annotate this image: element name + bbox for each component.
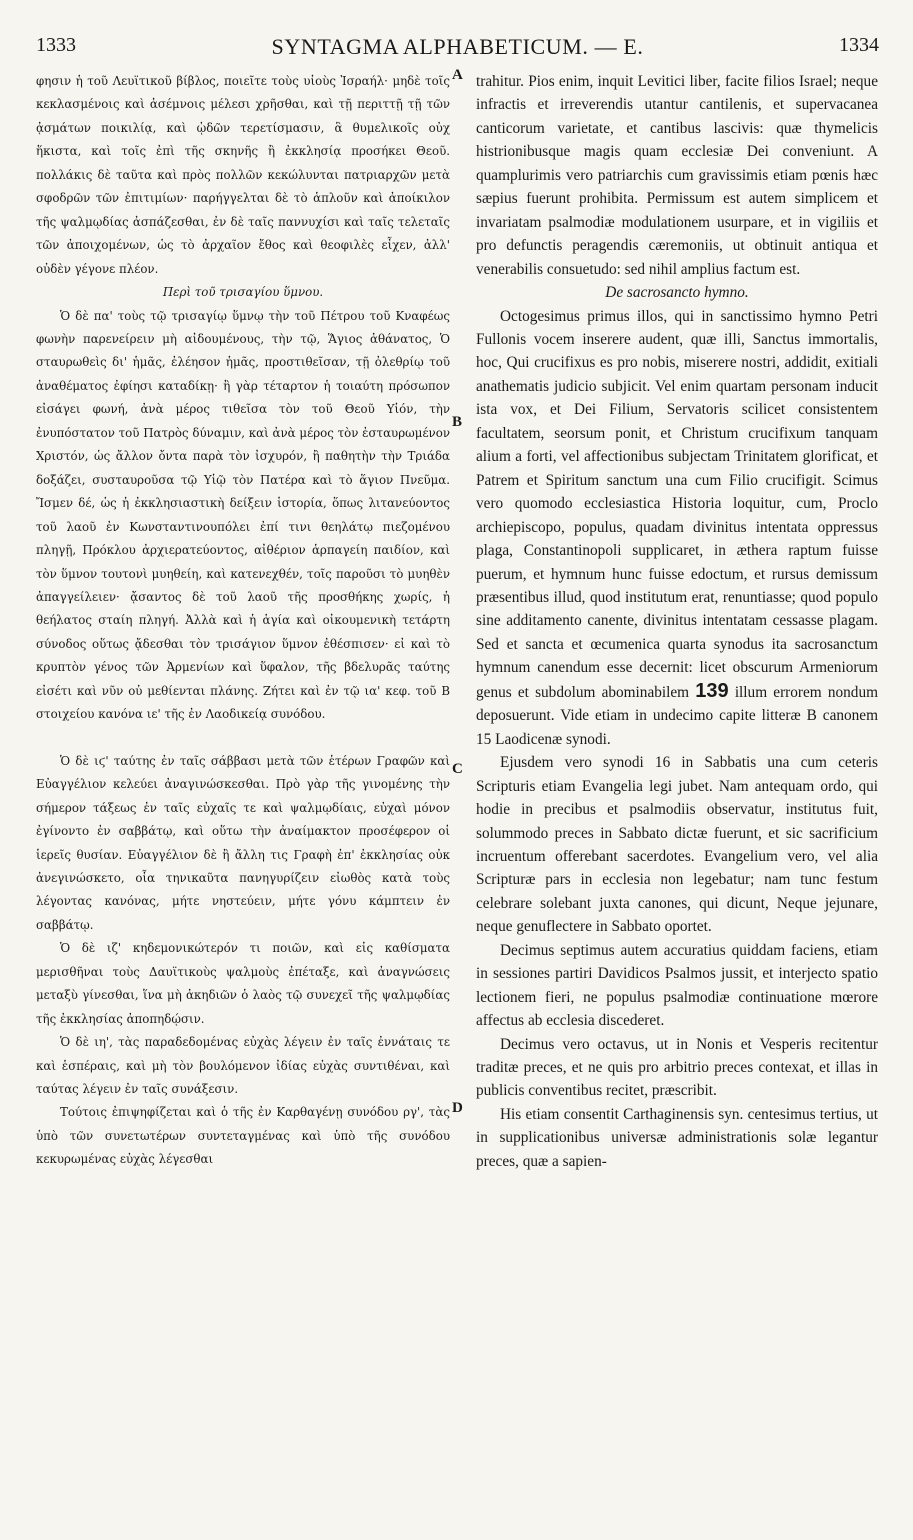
original-page-number: 139: [695, 679, 729, 702]
latin-paragraph: [476, 305, 878, 752]
margin-marker-c: C: [452, 761, 463, 777]
latin-paragraph: His etiam consentit Carthaginensis syn. centesimus tertius, ut in supplicationibus universæ administrationis solæ legantur preces, quæ a sapien-: [476, 1105, 878, 1170]
running-title: SYNTAGMA ALPHABETICUM. — E.: [271, 34, 644, 59]
latin-text: illum errorem nondum deposuerunt. Vide etiam in undecimo capite litteræ B canonem 15 Laodicenæ synodi.: [476, 683, 878, 748]
greek-section-heading: Περὶ τοῦ τρισαγίου ὕμνου.: [162, 285, 324, 300]
margin-marker-b: B: [452, 414, 463, 430]
margin-marker-a: A: [452, 67, 463, 83]
greek-paragraph: Ὁ δὲ πα' τοὺς τῷ τρισαγίῳ ὕμνῳ τὴν τοῦ Πέτρου τοῦ Κναφέως φωνὴν παρενείρειν μὴ αἰδουμένους, τὴν τῷ, Ἅγιος ἀθάνατος, Ὁ σταυρωθεὶς δι' ἡμᾶς, ἐλέησον ἡμᾶς, προστιθεῖσαν, τῇ ὀλεθρίῳ τοῦ ἀναθέματος ἐφίησι καταδίκῃ· ἢ γὰρ τέταρτον ἡ τοιαύτη πρόσωπον εἰσάγει φωνή, ἀνὰ μέρος τιθεῖσα τὸν τοῦ Θεοῦ Υἱόν, τὴν ἐνυπόστατον τοῦ Πατρὸς δύναμιν, καὶ ἀνὰ μέρος τὸν ἐσταυρωμένον Χριστόν, ὡς ἄλλον ὄντα παρὰ τὸν ἰσχυρόν, ἢ παθητὴν τὴν Τριάδα δοξάζει, συσταυροῦσα τῷ Υἱῷ τὸν Πατέρα καὶ τὸ ἅγιον Πνεῦμα. Ἴσμεν δέ, ὡς ἡ ἐκκλησιαστικὴ δείξειν ἱστορία, ὅπως λιτανεύοντος τοῦ λαοῦ ἐν Κωνσταντινουπόλει ἐπί τινι θεηλάτῳ πιεζομένου πληγῇ, Πρόκλου ἀρχιερατεύοντος, αἰθέριον ἁρπαγείη παιδίον, καὶ τὸν ὕμνον τουτονὶ μυηθείη, καὶ κατενεχθέν, τοῖς παροῦσι τὸ μυηθὲν ἀπαγγείλειεν· ᾄσαντος δὲ τοῦ λαοῦ τῆς προσθήκης χωρίς, ἡ θεήλατος σταίη πληγή. Ἀλλὰ καὶ ἡ ἁγία καὶ οἰκουμενικὴ τετάρτη σύνοδος οὕτως ᾄδεσθαι τὸν τρισάγιον ὕμνον ἐθέσπισεν· εἰ καὶ τὸ κρυπτὸν γένος τῶν Ἀρμενίων καὶ ὕφαλον, τῆς βδελυρᾶς ταύτης εἰσέτι καὶ νῦν οὐ μεθίενται πλάνης. Ζήτει καὶ ἐν τῷ ια' κεφ. τοῦ Β στοιχείου κανόνα ιε' τῆς ἐν Λαοδικείᾳ συνόδου.: [36, 308, 450, 722]
latin-paragraph: trahitur. Pios enim, inquit Levitici liber, facite filios Israel; neque infractis et irreverendis utantur cantilenis, et supervacanea canticorum varietate, et cantibus lascivis: quæ thymelicis histrionibusque magis quam ecclesiæ Dei conveniunt. A quamplurimis vero patriarchis cum gravissimis etiam pœnis hæc sæpius fuerunt prohibita. Permissum est autem simplicem et invariatam psalmodiæ modulationem usurpare, et in vigiliis et pro defunctis peragendis cæremoniis, ut obtinuit antiqua et venerabilis consuetudo: sed nihil amplius factum est.: [476, 73, 878, 278]
latin-column: [476, 70, 878, 1532]
greek-paragraph: Ὁ δὲ ιη', τὰς παραδεδομένας εὐχὰς λέγειν ἐν ταῖς ἐννάταις τε καὶ ἑσπέραις, καὶ μὴ τὸν βουλόμενον ἰδίας εὐχὰς συντιθέναι, καὶ ταύτας λέγειν ἐν ταῖς συνάξεσιν.: [36, 1035, 450, 1097]
greek-paragraph: φησιν ἡ τοῦ Λευϊτικοῦ βίβλος, ποιεῖτε τοὺς υἱοὺς Ἰσραήλ· μηδὲ τοῖς κεκλασμένοις καὶ ἀσέμνοις μέλεσι χρῆσθαι, καὶ τῇ περιττῇ τῇ τῶν ᾀσμάτων ποικιλίᾳ, καὶ ᾠδῶν τερετίσμασιν, ἃ θυμελικοῖς οὐχ ἥκιστα, καὶ τοῖς ἐπὶ τῆς σκηνῆς ἢ ἐκκλησίᾳ προσήκει Θεοῦ. πολλάκις δὲ ταῦτα καὶ πρὸς πολλῶν κεκώλυνται πατριαρχῶν μετὰ σφοδρῶν τῶν ἐπιτιμίων· παρήγγελται δὲ τὸ ἁπλοῦν καὶ ἀποίκιλον τῆς ψαλμῳδίας ἀσπάζεσθαι, ἐν δὲ ταῖς παννυχίσι καὶ ταῖς τελεταῖς τῶν ἀποιχομένων, ὡς τὸ ἀρχαῖον ἔθος καὶ θεοφιλὲς εἶχεν, ἀλλ' οὐδὲν γέγονε πλέον.: [36, 74, 450, 276]
page-number-left: 1333: [36, 34, 76, 56]
greek-paragraph: Ὁ δὲ ιϛ' ταύτης ἐν ταῖς σάββασι μετὰ τῶν ἑτέρων Γραφῶν καὶ Εὐαγγέλιον κελεύει ἀναγινώσκεσθαι. Πρὸ γὰρ τῆς γινομένης τὴν σήμερον τάξεως ἐν ταῖς εὐχαῖς τε καὶ ψαλμῳδίαις, εὐχαὶ μόνον ἐγίνοντο ἐν σαββάτῳ, καὶ οὕτω τὴν ἀναίμακτον προσέφερον οἱ ἱερεῖς θυσίαν. Εὐαγγέλιον δὲ ἢ ἄλλη τις Γραφὴ ἐπ' ἐκκλησίας οὐκ ἀνεγινώσκετο, οἷα τηνικαῦτα πανηγυρίζειν εἰωθὸς κατὰ τοὺς λέγοντας κανόνας, μήτε νηστεύειν, μήτε γόνυ κάμπτειν ἐν σαββάτῳ.: [36, 753, 450, 932]
margin-marker-d: D: [452, 1100, 463, 1116]
greek-column: [36, 70, 450, 1532]
latin-paragraph: Decimus vero octavus, ut in Nonis et Vesperis recitentur traditæ preces, et ne quis pro arbitrio preces contexat, et illas in publicis conventibus recitet, præscribit.: [476, 1035, 878, 1100]
greek-paragraph: Ὁ δὲ ιζ' κηδεμονικώτερόν τι ποιῶν, καὶ εἰς καθίσματα μερισθῆναι τοὺς Δαυϊτικοὺς ψαλμοὺς ἐπέταξε, καὶ ἀναγνώσεις μεταξὺ γίνεσθαι, ἵνα μὴ ἀκηδιῶν ὁ λαὸς τῷ συνεχεῖ τῆς ψαλμῳδίας τῆς ἐκκλησίας ἀποπηδῴσιν.: [36, 941, 450, 1026]
latin-paragraph: Decimus septimus autem accuratius quiddam faciens, etiam in sessiones partiri Davidicos Psalmos jussit, et interjecto spatio lectionem fieri, ne populus psalmodiæ continuatione mœrore affectus ab ecclesia discederet.: [476, 941, 878, 1030]
latin-paragraph: Ejusdem vero synodi 16 in Sabbatis una cum ceteris Scripturis etiam Evangelia legi jubet. Nam antequam ordo, qui hodie in precibus et psalmodiis observatur, institutus fuit, solummodo preces in Sabbato dictæ fuerunt, et sic sacrificium incruentum offerebant sacerdotes. Evangelium vero, vel alia Scripturæ pars in ecclesia non legebatur; nam tunc festum celebrare solebant juxta canones, qui dicunt, Neque jejunare, neque genuflectere in Sabbato oportet.: [476, 754, 878, 936]
latin-text: Octogesimus primus illos, qui in sanctissimo hymno Petri Fullonis vocem inserere audent, quæ illi, Sanctus immortalis, hoc, Qui crucifixus es pro nobis, miserere nostri, addidit, exitiali anathematis judicio subjicit. Vel enim quartam personam inducit ista vox, et Dei Filium, Servatoris scilicet consistentem facultatem, seorsum ponit, et Christum crucifixum tanquam alium a forti, vel affectionibus subjectam Trinitatem glorificat, et Patrem et Spiritum sanctum una cum Filio crucifigit. Scimus vero quomodo ecclesiastica Historia loquitur, cum, Proclo archiepiscopo, populus, quadam divinitus intentata oppressus plaga, Constantinopoli supplicaret, in æthera raptum fuisse puerum, et hymnum hunc fuisse edoctum, et rursus demissum præsentibus illud, quod institutum erat, renuntiasse; quod populo sine additamento canente, divinitus intentatam cessasse plagam. Sed et sancta et œcumenica quarta synodus ita sacrosanctum hymnum canendum esse decernit: licet obscurum Armeniorum genus et subdolum abominabilem: [476, 307, 878, 701]
page-number-right: 1334: [839, 34, 879, 56]
latin-section-heading: De sacrosancto hymno.: [605, 284, 749, 302]
running-header: [36, 34, 879, 58]
greek-paragraph: Τούτοις ἐπιψηφίζεται καὶ ὁ τῆς ἐν Καρθαγένῃ συνόδου ργ', τὰς ὑπὸ τῶν συνετωτέρων συντεταγμένας καὶ ὑπὸ τῆς συνόδου κεκυρωμένας εὐχὰς λέγεσθαι: [36, 1105, 450, 1167]
